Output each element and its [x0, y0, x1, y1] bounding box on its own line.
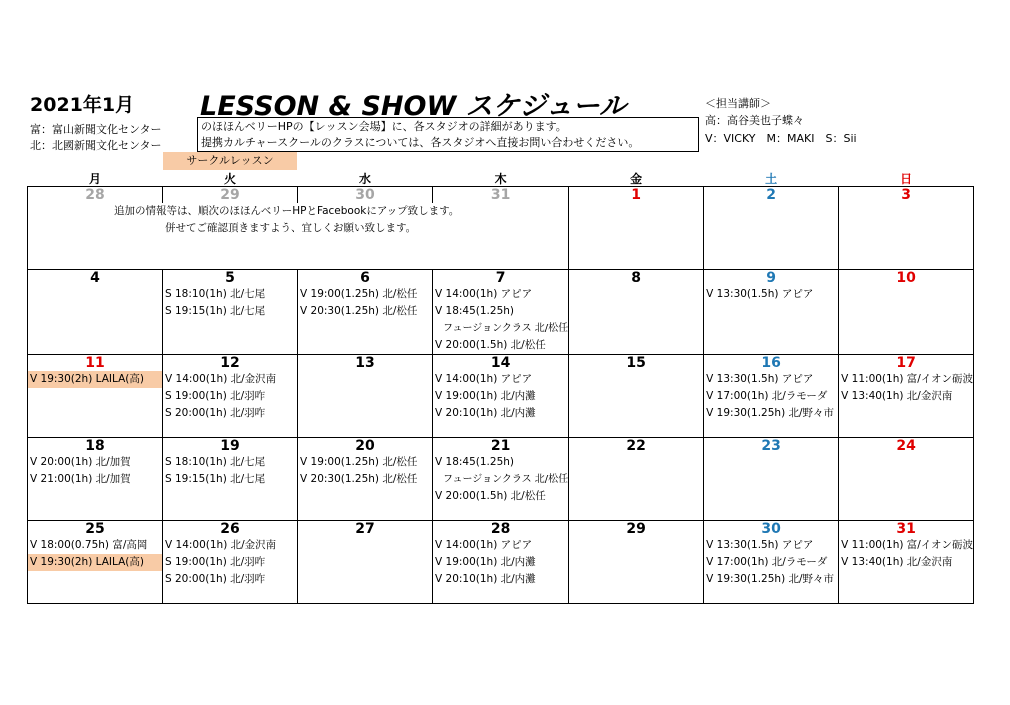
- day-number: 31: [433, 187, 569, 204]
- lesson-entry: V 14:00(1h) アピア: [435, 288, 533, 300]
- day-cell: [28, 371, 163, 438]
- lesson-entry: S 20:00(1h) 北/羽咋: [165, 407, 266, 419]
- lesson-entry: S 19:00(1h) 北/羽咋: [165, 556, 266, 568]
- day-number: 31: [839, 521, 974, 538]
- lesson-entry: V 20:30(1.25h) 北/松任: [300, 473, 418, 485]
- teacher-heading: ＜担当講師＞: [705, 97, 771, 110]
- day-cell: [839, 371, 974, 438]
- day-number: 18: [28, 438, 163, 455]
- day-cell: [569, 537, 704, 604]
- day-number: 19: [163, 438, 298, 455]
- lesson-entry: V 20:30(1.25h) 北/松任: [300, 305, 418, 317]
- lesson-entry: V 17:00(1h) 北/ラモーダ: [706, 390, 828, 402]
- day-number: 1: [569, 187, 704, 204]
- weekday-sun: 日: [900, 172, 913, 186]
- lesson-entry: V 20:00(1.5h) 北/松任: [435, 490, 546, 502]
- day-cell: [839, 454, 974, 521]
- day-number: 7: [433, 270, 569, 287]
- lesson-entry: S 19:15(1h) 北/七尾: [165, 305, 266, 317]
- day-cell: [298, 454, 433, 521]
- day-number: 16: [704, 355, 839, 372]
- lesson-entry: V 14:00(1h) 北/金沢南: [165, 373, 277, 385]
- lesson-entry: フュージョンクラス 北/松任: [443, 323, 569, 334]
- lesson-entry: V 19:30(1.25h) 北/野々市: [706, 407, 835, 419]
- day-cell: [298, 371, 433, 438]
- venue-hokkoku: 北：北國新聞文化センター: [30, 139, 162, 152]
- day-number: 8: [569, 270, 704, 287]
- lesson-entry: V 18:45(1.25h): [435, 305, 515, 317]
- day-cell: [163, 454, 298, 521]
- day-number: 29: [569, 521, 704, 538]
- day-cell: [569, 203, 704, 270]
- lesson-entry: S 19:00(1h) 北/羽咋: [165, 390, 266, 402]
- day-number: 30: [704, 521, 839, 538]
- day-cell: [704, 371, 839, 438]
- day-number: 4: [28, 270, 163, 287]
- day-cell: [433, 454, 569, 521]
- day-number: 6: [298, 270, 433, 287]
- day-cell: [839, 203, 974, 270]
- day-number: 29: [163, 187, 298, 204]
- weekday-thu: 木: [494, 172, 507, 186]
- day-cell: [433, 537, 569, 604]
- calendar-table: [27, 172, 974, 604]
- day-number: 25: [28, 521, 163, 538]
- lesson-entry: V 13:30(1.5h) アピア: [706, 539, 814, 551]
- day-number: 14: [433, 355, 569, 372]
- day-number: 5: [163, 270, 298, 287]
- teacher-line: V：VICKY M：MAKI S：Sii: [705, 132, 857, 145]
- day-number: 27: [298, 521, 433, 538]
- info-line: のほほんベリーHPの【レッスン会場】に、各スタジオの詳細があります。: [201, 120, 567, 133]
- day-number: 26: [163, 521, 298, 538]
- lesson-entry: V 19:00(1h) 北/内灘: [435, 390, 536, 402]
- lesson-entry: V 21:00(1h) 北/加賀: [30, 473, 131, 485]
- day-number: 22: [569, 438, 704, 455]
- weekday-fri: 金: [630, 172, 643, 186]
- day-cell: [28, 286, 163, 355]
- lesson-entry: V 20:10(1h) 北/内灘: [435, 407, 536, 419]
- info-line: 提携カルチャースクールのクラスについては、各スタジオへ直接お問い合わせください。: [201, 136, 640, 149]
- day-number: 30: [298, 187, 433, 204]
- venue-toyama: 富：富山新聞文化センター: [30, 123, 162, 136]
- circle-lesson-entry: V 19:30(2h) LAILA(高): [28, 371, 162, 388]
- circle-lesson-entry: V 19:30(2h) LAILA(高): [28, 554, 162, 571]
- day-number: 2: [704, 187, 839, 204]
- lesson-entry: V 11:00(1h) 富/イオン砺波: [841, 373, 974, 385]
- day-cell: [704, 454, 839, 521]
- lesson-entry: V 20:00(1h) 北/加賀: [30, 456, 131, 468]
- notice-line: 追加の情報等は、順次のほほんベリーHPとFacebookにアップ致します。: [114, 205, 460, 217]
- weekday-wed: 水: [358, 172, 371, 186]
- day-cell: [163, 537, 298, 604]
- day-number: 17: [839, 355, 974, 372]
- lesson-entry: V 13:40(1h) 北/金沢南: [841, 556, 953, 568]
- day-cell: [569, 454, 704, 521]
- lesson-entry: S 18:10(1h) 北/七尾: [165, 456, 266, 468]
- lesson-entry: V 19:00(1.25h) 北/松任: [300, 288, 418, 300]
- day-cell: [28, 537, 163, 604]
- weekday-tue: 火: [223, 172, 236, 186]
- lesson-entry: S 20:00(1h) 北/羽咋: [165, 573, 266, 585]
- day-cell: [704, 203, 839, 270]
- lesson-entry: V 19:00(1h) 北/内灘: [435, 556, 536, 568]
- day-number: 3: [839, 187, 974, 204]
- circle-lesson-tag: サークルレッスン: [163, 152, 297, 170]
- day-number: 28: [28, 187, 163, 204]
- weekday-header-row: [28, 172, 974, 187]
- weekday-mon: 月: [88, 172, 101, 186]
- lesson-entry: S 19:15(1h) 北/七尾: [165, 473, 266, 485]
- day-number: 20: [298, 438, 433, 455]
- lesson-entry: V 20:00(1.5h) 北/松任: [435, 339, 546, 351]
- day-events-row: [28, 537, 974, 604]
- day-events-row: [28, 454, 974, 521]
- day-number: 10: [839, 270, 974, 287]
- lesson-entry: V 14:00(1h) アピア: [435, 539, 533, 551]
- day-events-row: [28, 203, 974, 270]
- day-cell: [163, 371, 298, 438]
- day-number: 9: [704, 270, 839, 287]
- info-box: [197, 117, 699, 152]
- lesson-entry: V 13:30(1.5h) アピア: [706, 373, 814, 385]
- day-events-row: [28, 286, 974, 355]
- lesson-entry: V 13:40(1h) 北/金沢南: [841, 390, 953, 402]
- page-title: LESSON & SHOW スケジュール: [200, 91, 627, 122]
- day-cell: [839, 286, 974, 355]
- day-cell: [28, 454, 163, 521]
- day-cell: [839, 537, 974, 604]
- day-events-row: [28, 371, 974, 438]
- date-number-row: [28, 270, 974, 287]
- lesson-entry: V 14:00(1h) 北/金沢南: [165, 539, 277, 551]
- day-cell: [163, 286, 298, 355]
- day-cell: [433, 286, 569, 355]
- lesson-entry: V 19:30(1.25h) 北/野々市: [706, 573, 835, 585]
- lesson-entry: V 11:00(1h) 富/イオン砺波: [841, 539, 974, 551]
- lesson-entry: V 18:45(1.25h): [435, 456, 515, 468]
- lesson-entry: S 18:10(1h) 北/七尾: [165, 288, 266, 300]
- notice-line: 併せてご確認頂きますよう、宜しくお願い致します。: [165, 222, 417, 234]
- lesson-entry: V 13:30(1.5h) アピア: [706, 288, 814, 300]
- day-number: 24: [839, 438, 974, 455]
- lesson-entry: V 19:00(1.25h) 北/松任: [300, 456, 418, 468]
- date-number-row: [28, 187, 974, 204]
- day-number: 28: [433, 521, 569, 538]
- month-title: 2021年1月: [30, 94, 135, 116]
- lesson-entry: V 20:10(1h) 北/内灘: [435, 573, 536, 585]
- notice-cell: [28, 203, 569, 270]
- date-number-row: [28, 438, 974, 455]
- teacher-line: 高：高谷美也子蝶々: [705, 114, 804, 127]
- day-number: 23: [704, 438, 839, 455]
- day-cell: [298, 537, 433, 604]
- day-number: 13: [298, 355, 433, 372]
- day-number: 15: [569, 355, 704, 372]
- lesson-entry: フュージョンクラス 北/松任: [443, 474, 569, 485]
- day-cell: [298, 286, 433, 355]
- day-cell: [704, 537, 839, 604]
- day-cell: [704, 286, 839, 355]
- lesson-entry: V 14:00(1h) アピア: [435, 373, 533, 385]
- day-cell: [569, 286, 704, 355]
- date-number-row: [28, 355, 974, 372]
- day-number: 12: [163, 355, 298, 372]
- weekday-sat: 土: [765, 172, 778, 186]
- day-cell: [569, 371, 704, 438]
- day-number: 21: [433, 438, 569, 455]
- lesson-entry: V 17:00(1h) 北/ラモーダ: [706, 556, 828, 568]
- date-number-row: [28, 521, 974, 538]
- day-number: 11: [28, 355, 163, 372]
- lesson-entry: V 18:00(0.75h) 富/高岡: [30, 539, 148, 551]
- day-cell: [433, 371, 569, 438]
